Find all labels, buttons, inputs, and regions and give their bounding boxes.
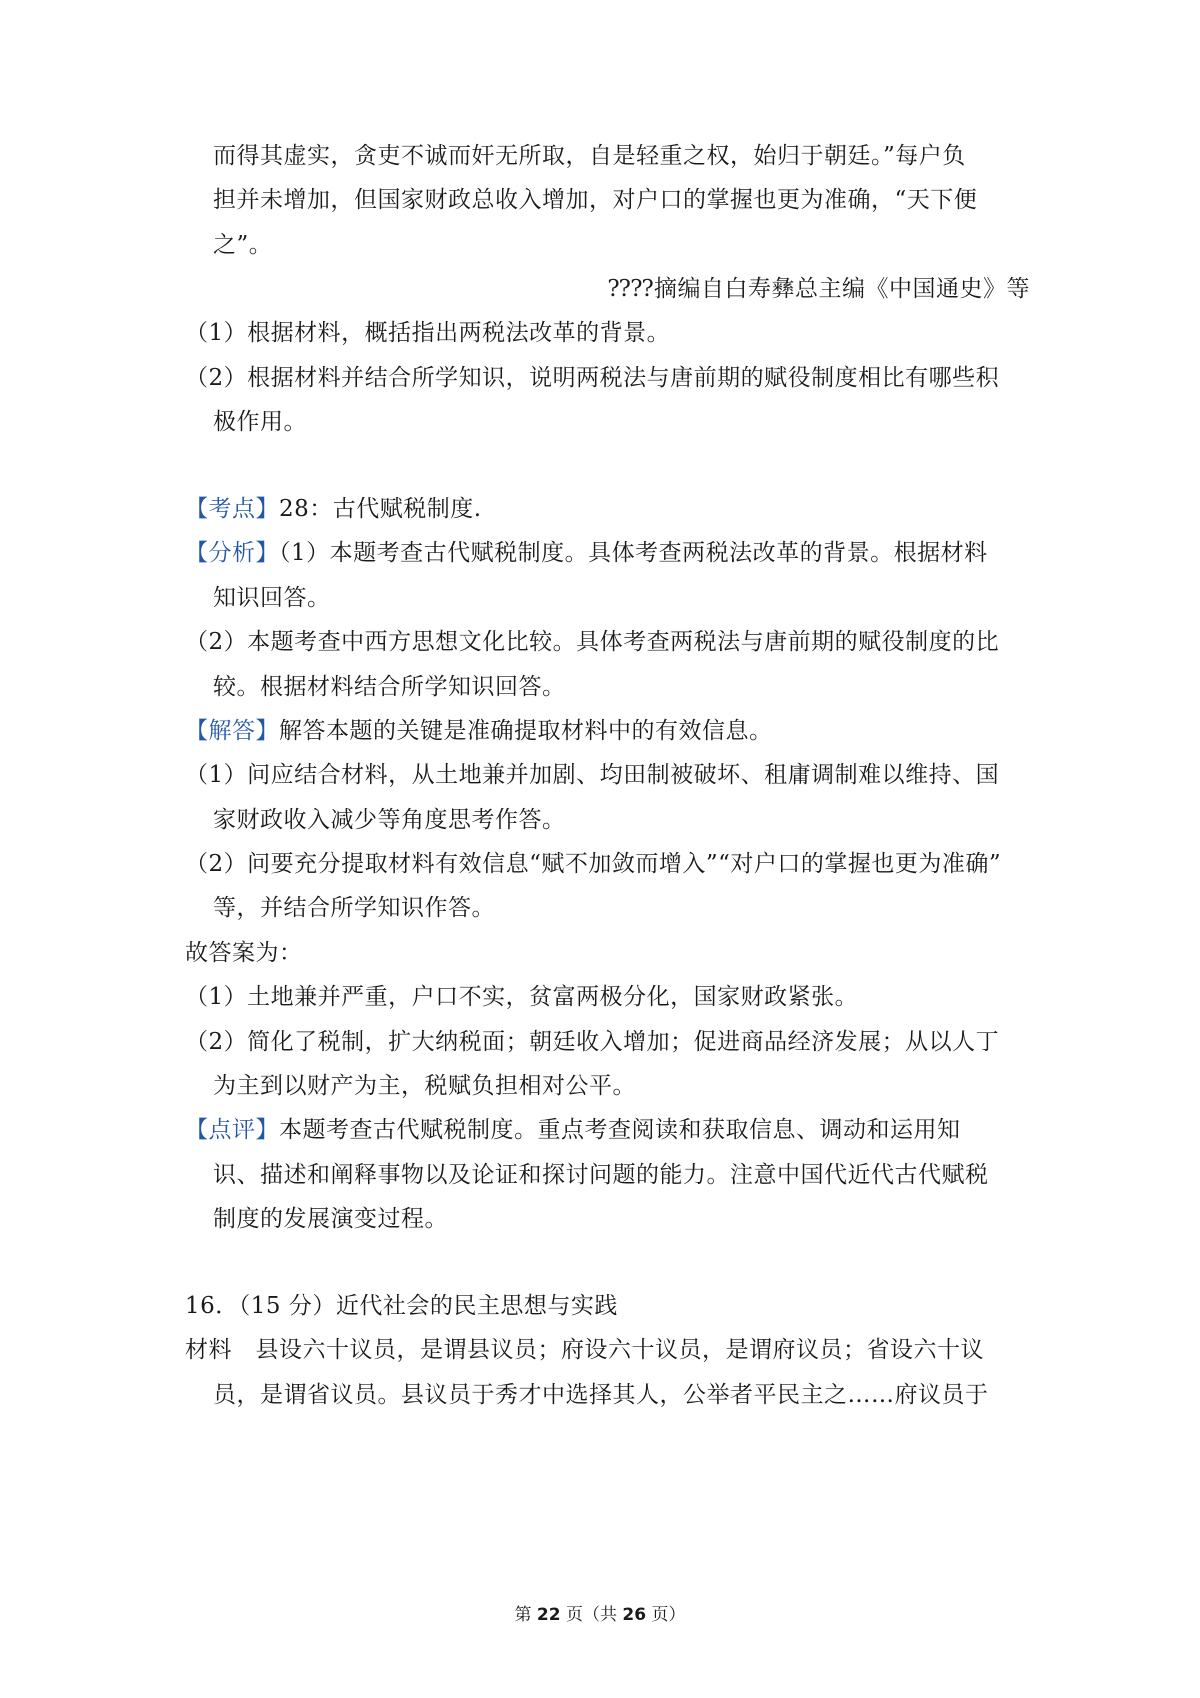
q16-title: 16．（15 分）近代社会的民主思想与实践	[185, 1293, 618, 1319]
question-2: （2）根据材料并结合所学知识，说明两税法与唐前期的赋役制度相比有哪些积	[185, 365, 1000, 391]
fenxi-tag: 【分析】	[185, 540, 279, 566]
jieda-p2: （2）问要充分提取材料有效信息“赋不加敛而增入”“对户口的掌握也更为准确”	[185, 851, 1002, 877]
kaodian-section	[185, 492, 1030, 526]
q16-material: 材料 县设六十议员，是谓县议员；府设六十议员，是谓府议员；省设六十议	[185, 1337, 984, 1363]
jieda-text: 解答本题的关键是准确提取材料中的有效信息。	[279, 718, 773, 744]
kaodian-tag: 【考点】	[185, 496, 279, 522]
page-number: 22	[536, 1605, 561, 1625]
jieda-p2-cont: 等，并结合所学知识作答。	[213, 895, 495, 921]
footer-post: 页）	[651, 1605, 686, 1625]
fenxi-p2: （2）本题考查中西方思想文化比较。具体考查两税法与唐前期的赋役制度的比	[185, 629, 1000, 655]
fenxi-p2-cont: 较。根据材料结合所学知识回答。	[213, 674, 566, 700]
fenxi-p1: （1）本题考查古代赋税制度。具体考查两税法改革的背景。根据材料	[279, 540, 988, 566]
question-2-cont: 极作用。	[213, 409, 307, 435]
page-footer	[0, 1604, 1200, 1626]
answer-2-cont: 为主到以财产为主，税赋负担相对公平。	[213, 1073, 636, 1099]
material-source: ⁇⁇摘编自白寿彝总主编《中国通史》等	[608, 276, 1030, 302]
dianping-cont: 识、描述和阐释事物以及论证和探讨问题的能力。注意中国代近代古代赋税	[213, 1162, 989, 1188]
footer-pre: 第	[514, 1605, 532, 1625]
jieda-p1: （1）问应结合材料，从土地兼并加剧、均田制被破坏、租庸调制难以维持、国	[185, 762, 1000, 788]
jieda-tag: 【解答】	[185, 718, 279, 744]
question-1: （1）根据材料，概括指出两税法改革的背景。	[185, 320, 671, 346]
dianping-cont: 制度的发展演变过程。	[213, 1206, 448, 1232]
page-total: 26	[622, 1605, 647, 1625]
material-line: 之”。	[213, 232, 273, 258]
footer-mid: 页（共	[566, 1605, 617, 1625]
material-line: 而得其虚实，贪吏不诚而奸无所取，自是轻重之权，始归于朝廷。”每户负	[213, 143, 966, 169]
answer-intro: 故答案为：	[185, 940, 303, 966]
kaodian-text: 28：古代赋税制度.	[279, 496, 482, 522]
q16-material-cont: 员，是谓省议员。县议员于秀才中选择其人，公举者平民主之……府议员于	[213, 1382, 989, 1408]
fenxi-p1-cont: 知识回答。	[213, 585, 331, 611]
jieda-p1-cont: 家财政收入减少等角度思考作答。	[213, 807, 566, 833]
answer-1: （1）土地兼并严重，户口不实，贫富两极分化，国家财政紧张。	[185, 984, 859, 1010]
dianping-text: 本题考查古代赋税制度。重点考查阅读和获取信息、调动和运用知	[279, 1117, 961, 1143]
material-line: 担并未增加，但国家财政总收入增加，对户口的掌握也更为准确，“天下便	[213, 187, 978, 213]
answer-2: （2）简化了税制，扩大纳税面；朝廷收入增加；促进商品经济发展；从以人丁	[185, 1029, 1000, 1055]
dianping-tag: 【点评】	[185, 1117, 279, 1143]
